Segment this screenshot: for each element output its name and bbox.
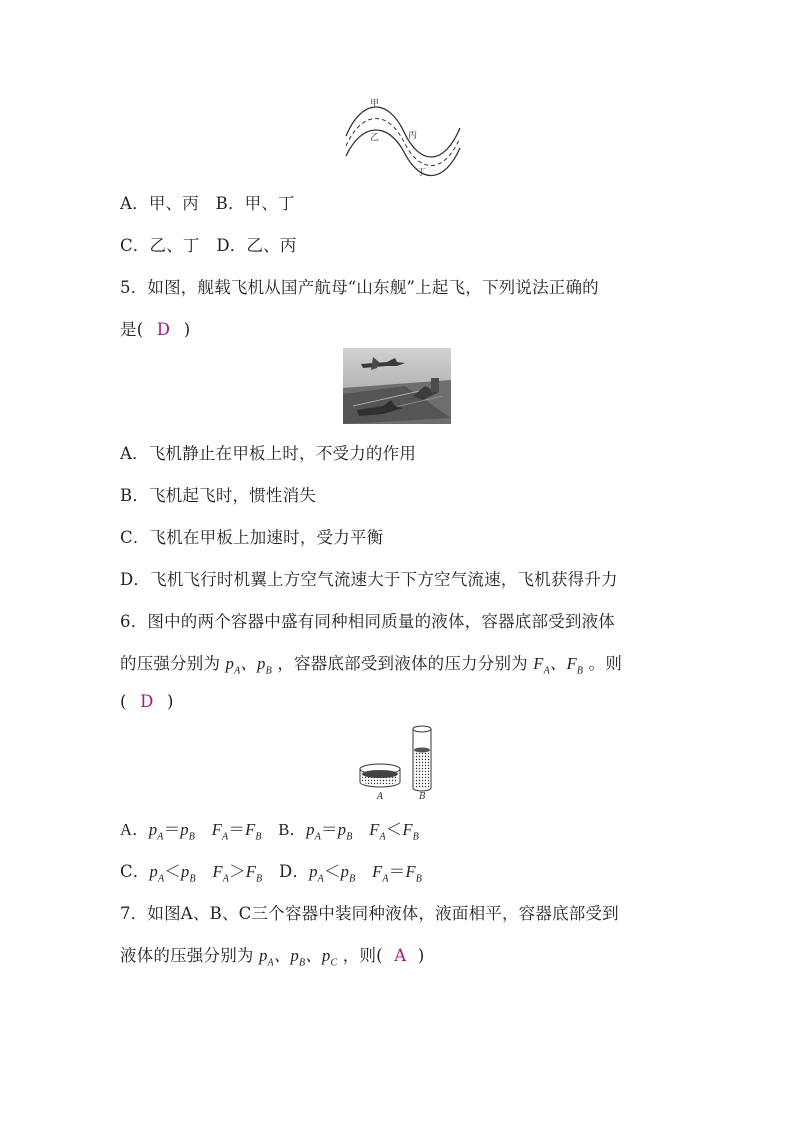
q7-pressure-symbols: $p_A$、$p_B$、$p_C$ xyxy=(259,946,338,969)
q5-stem-line2 xyxy=(120,316,190,340)
q6-pressure-symbols: $p_A$、$p_B$ xyxy=(225,654,272,677)
q5-stem-prefix: 是( xyxy=(120,320,144,339)
q7-close-paren: ) xyxy=(417,946,425,965)
q5-stem-line1: 5．如图，舰载飞机从国产航母“山东舰”上起飞，下列说法正确的 xyxy=(120,278,599,297)
q6-answer: D xyxy=(140,692,154,711)
q7-stem-line1: 7．如图A、B、C三个容器中装同种液体，液面相平，容器底部受到 xyxy=(120,904,619,923)
label-jia: 甲 xyxy=(370,99,380,109)
container-a-label: A xyxy=(377,792,384,802)
label-ding: 丁 xyxy=(417,168,427,178)
wave-channel-figure xyxy=(340,96,465,178)
q4-options-ab: A．甲、丙 B．甲、丁 xyxy=(120,194,295,213)
label-bing: 丙 xyxy=(408,131,418,141)
q6-stem-line3 xyxy=(120,692,174,711)
q5-option-c: C．飞机在甲板上加速时，受力平衡 xyxy=(120,528,384,547)
q7-stem-mid: ，则( xyxy=(342,946,383,965)
q5-option-d: D．飞机飞行时机翼上方空气流速大于下方空气流速，飞机获得升力 xyxy=(120,570,618,589)
q5-option-b: B．飞机起飞时，惯性消失 xyxy=(120,486,317,505)
q6-stem-line1: 6．图中的两个容器中盛有同种相同质量的液体，容器底部受到液体 xyxy=(120,612,615,631)
q6-stem-line2 xyxy=(120,650,622,676)
label-yi: 乙 xyxy=(370,133,380,143)
q5-stem-suffix: ) xyxy=(183,320,191,339)
q5-option-a: A．飞机静止在甲板上时，不受力的作用 xyxy=(120,444,417,463)
q6-stem-part-a: 的压强分别为 xyxy=(120,654,221,673)
container-b-label: B xyxy=(419,792,426,802)
containers-figure xyxy=(355,722,440,804)
q7-stem-line2 xyxy=(120,942,425,968)
q7-answer: A xyxy=(394,946,407,965)
q6-options-ab: A．$p_A=p_B$ $F_A=F_B$ B．$p_A=p_B$ $F_A<F_B$ xyxy=(120,820,420,843)
q6-stem-part-c: 。则 xyxy=(588,654,623,673)
q6-close-paren: ) xyxy=(166,692,174,711)
q6-options-cd: C．$p_A<p_B$ $F_A>F_B$ D．$p_A<p_B$ $F_A=F_B$ xyxy=(120,862,423,885)
q4-options-cd: C．乙、丁 D．乙、丙 xyxy=(120,236,297,255)
q5-answer: D xyxy=(156,320,171,339)
carrier-photo xyxy=(343,348,451,424)
q6-open-paren: ( xyxy=(120,692,127,711)
q6-stem-part-b: ，容器底部受到液体的压力分别为 xyxy=(277,654,528,673)
q6-force-symbols: $F_A$、$F_B$ xyxy=(533,654,584,677)
q7-stem-prefix: 液体的压强分别为 xyxy=(120,946,254,965)
